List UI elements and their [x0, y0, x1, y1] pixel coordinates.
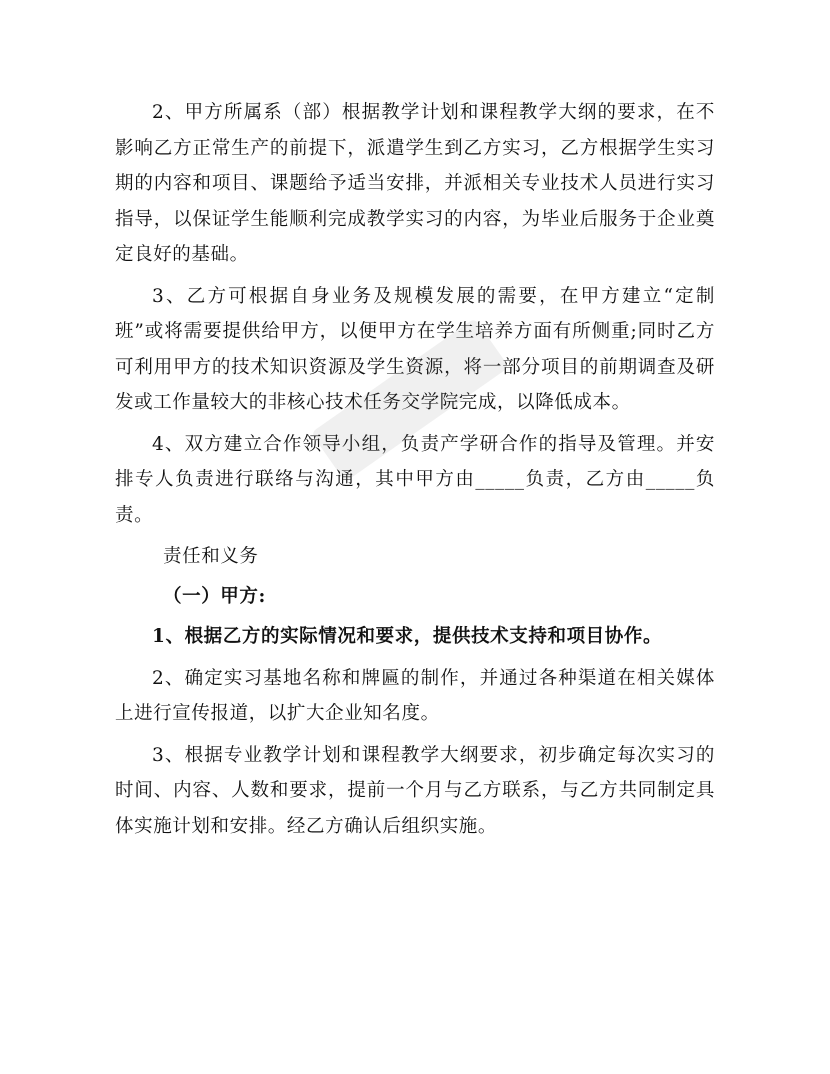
duty-item-1: 1、根据乙方的实际情况和要求，提供技术支持和项目协作。 [152, 626, 663, 647]
subsection-title: （一）甲方: [163, 586, 266, 607]
paragraph-2: 2、甲方所属系（部）根据教学计划和课程教学大纲的要求，在不影响乙方正常生产的前提下，派遣学生到乙方实习，乙方根据学生实习期的内容和项目、课题给予适当安排，并派相关专业技术人员进行实习指导，以保证学生能顺利完成教学实习的内容，为毕业后服务于企业奠定良好的基础。 [115, 102, 715, 265]
paragraph-4: 4、双方建立合作领导小组，负责产学研合作的指导及管理。并安排专人负责进行联络与沟通，其中甲方由_____负责，乙方由_____负责。 [115, 433, 715, 526]
duty-item-3: 3、根据专业教学计划和课程教学大纲要求，初步确定每次实习的时间、内容、人数和要求，提前一个月与乙方联系，与乙方共同制定具体实施计划和安排。经乙方确认后组织实施。 [115, 744, 715, 837]
document-page [115, 95, 715, 844]
section-title: 责任和义务 [163, 546, 259, 567]
paragraph-3: 3、乙方可根据自身业务及规模发展的需要，在甲方建立“定制班”或将需要提供给甲方，以便甲方在学生培养方面有所侧重;同时乙方可利用甲方的技术知识资源及学生资源，将一部分项目的前期调查及研发或工作量较大的非核心技术任务交学院完成，以降低成本。 [115, 285, 715, 413]
duty-item-2: 2、确定实习基地名称和牌匾的制作，并通过各种渠道在相关媒体上进行宣传报道，以扩大企业知名度。 [115, 667, 715, 724]
